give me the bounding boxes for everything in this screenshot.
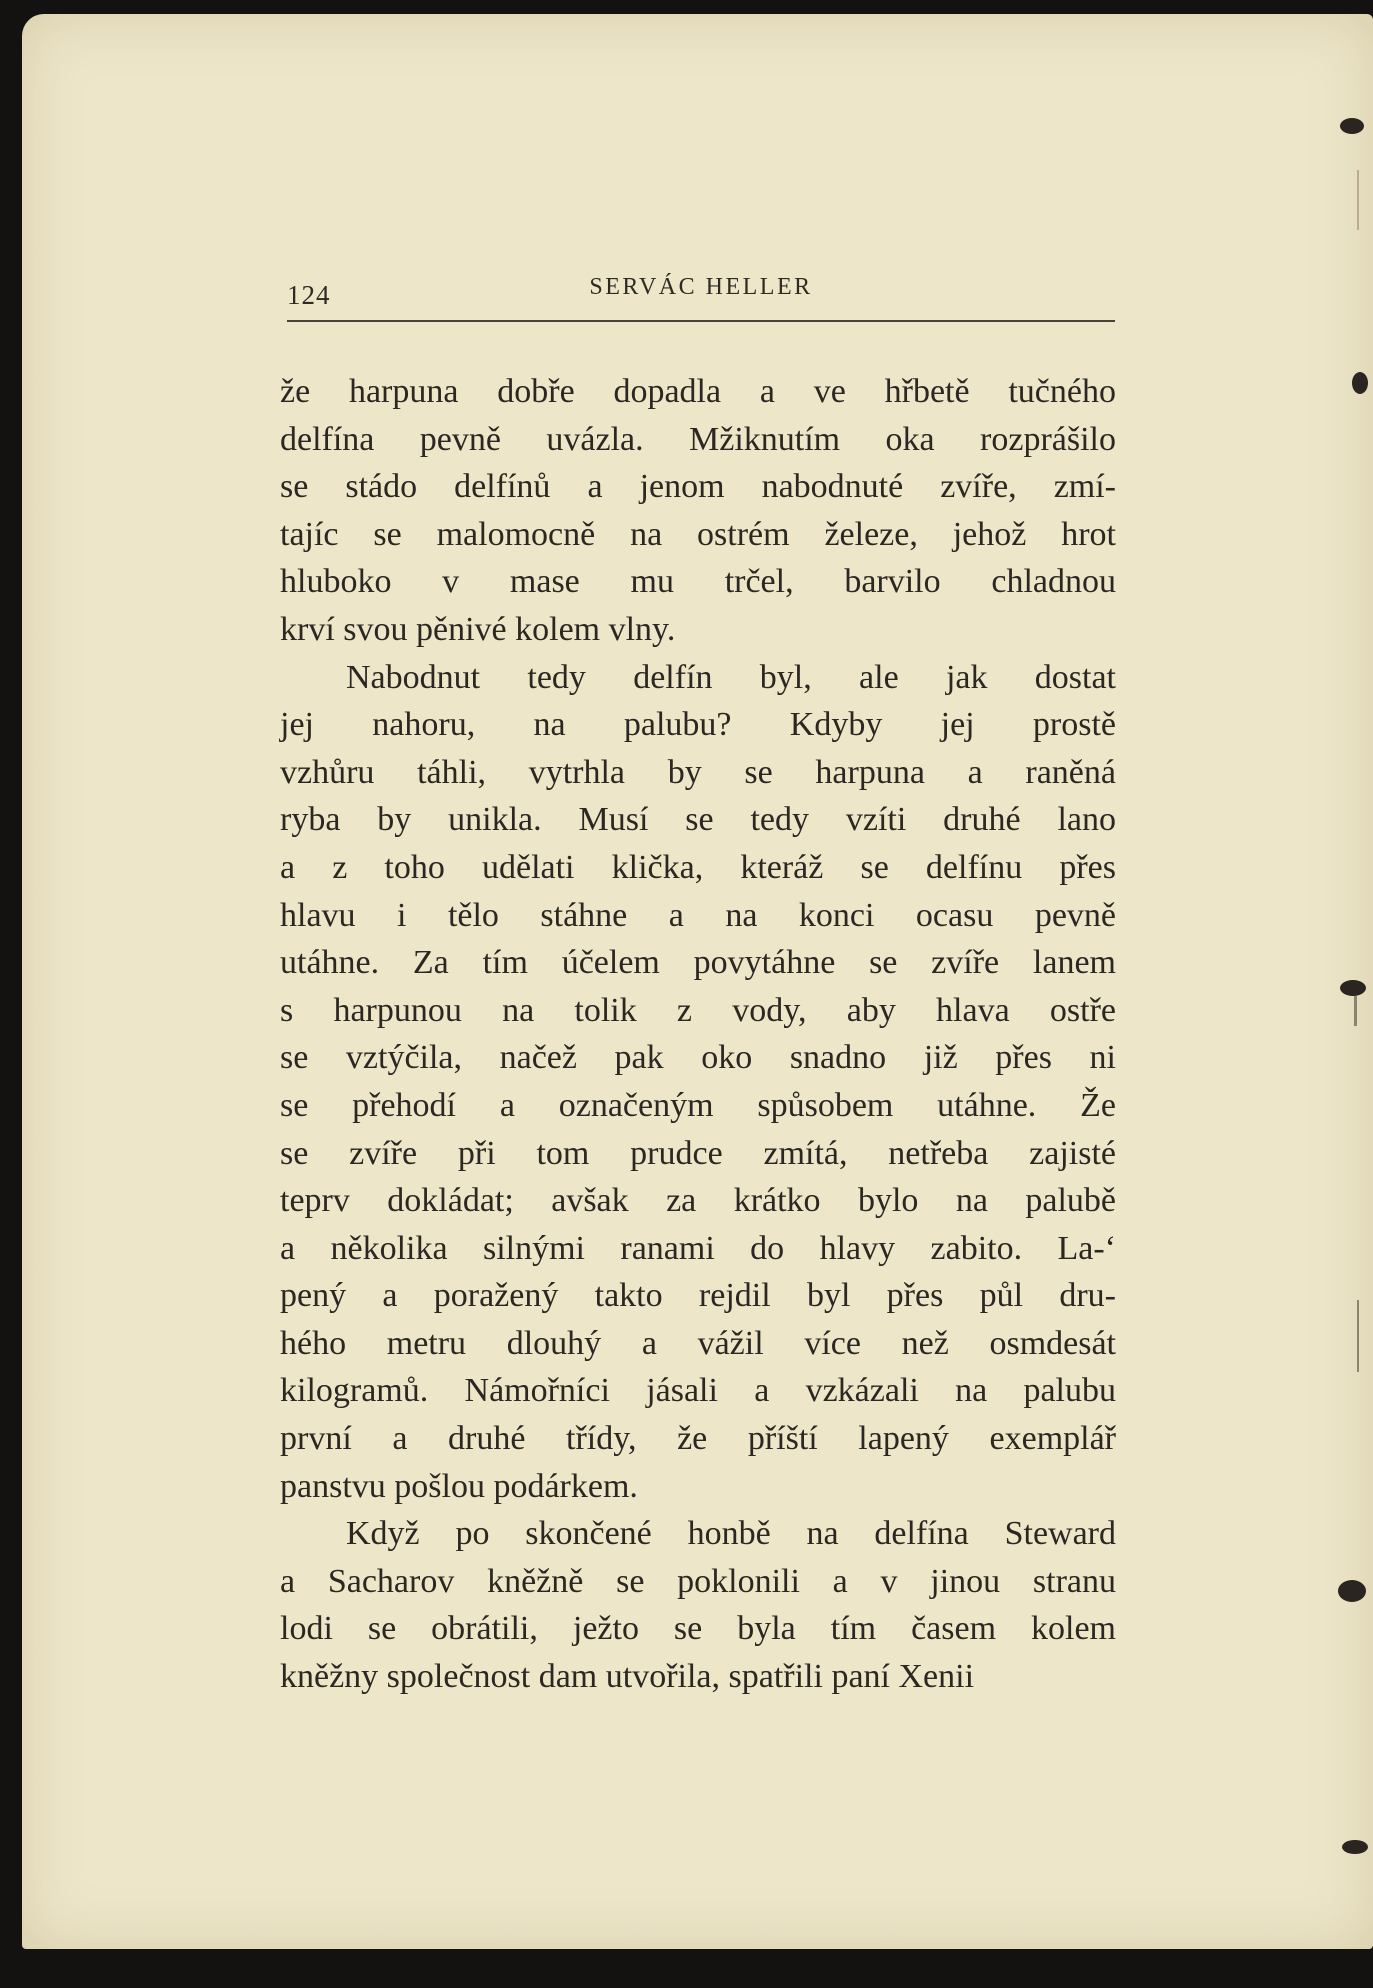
edge-mark-line [1357,1300,1359,1372]
text-line: jej nahoru, na palubu? Kdyby jej prostě [280,706,1116,744]
text-line: Když po skončené honbě na delfína Steward [346,1515,1116,1553]
text-line: s harpunou na tolik z vody, aby hlava ostře [280,991,1116,1029]
text-line: se stádo delfínů a jenom nabodnuté zvíře, zmí- [280,468,1116,506]
text-line: pený a poražený takto rejdil byl přes půl dru- [280,1277,1116,1315]
text-line: a několika silnými ranami do hlavy zabito. La-‘ [280,1229,1116,1267]
body-text [280,368,1116,1701]
edge-mark-line [1357,170,1359,230]
text-line: krví svou pěnivé kolem vlny. [280,610,676,648]
paragraph [280,1510,1116,1700]
text-line: teprv dokládat; avšak za krátko bylo na palubě [280,1182,1116,1220]
text-line: se přehodí a označeným spůsobem utáhne. Že [280,1086,1116,1124]
edge-blot [1340,980,1366,996]
text-line: hého metru dlouhý a vážil více než osmdesát [280,1324,1116,1362]
text-line: se zvíře při tom prudce zmítá, netřeba zajisté [280,1134,1116,1172]
text-line: ryba by unikla. Musí se tedy vzíti druhé lano [280,801,1116,839]
text-line: a Sacharov kněžně se poklonili a v jinou stranu [280,1562,1116,1600]
text-line: hluboko v mase mu trčel, barvilo chladnou [280,563,1116,601]
text-line: lodi se obrátili, ježto se byla tím časem kolem [280,1610,1116,1648]
text-line: první a druhé třídy, že příští lapený exemplář [280,1420,1116,1458]
text-line: vzhůru táhli, vytrhla by se harpuna a raněná [280,753,1116,791]
text-line: a z toho udělati klička, kteráž se delfínu přes [280,848,1116,886]
edge-blot [1338,1580,1366,1602]
text-line: kněžny společnost dam utvořila, spatřili paní Xenii [280,1658,975,1696]
text-line: se vztýčila, načež pak oko snadno již přes ni [280,1039,1116,1077]
paragraph [280,654,1116,1511]
text-line: tajíc se malomocně na ostrém železe, jehož hrot [280,515,1116,553]
page-number: 124 [287,280,331,310]
edge-mark-line [1354,996,1357,1026]
text-line: utáhne. Za tím účelem povytáhne se zvíře lanem [280,944,1116,982]
text-line: hlavu i tělo stáhne a na konci ocasu pevně [280,896,1116,934]
paragraph [280,368,1116,654]
edge-blot [1342,1840,1368,1854]
text-line: panstvu pošlou podárkem. [280,1467,638,1505]
running-head: SERVÁC HELLER [589,274,813,300]
page-header [287,268,1115,322]
edge-blot [1340,118,1364,134]
edge-blot [1352,372,1368,394]
text-line: že harpuna dobře dopadla a ve hřbetě tučného [280,373,1116,410]
text-line: kilogramů. Námořníci jásali a vzkázali na palubu [280,1372,1116,1410]
text-line: delfína pevně uvázla. Mžiknutím oka rozprášilo [280,420,1116,458]
text-line: Nabodnut tedy delfín byl, ale jak dostat [346,658,1116,696]
